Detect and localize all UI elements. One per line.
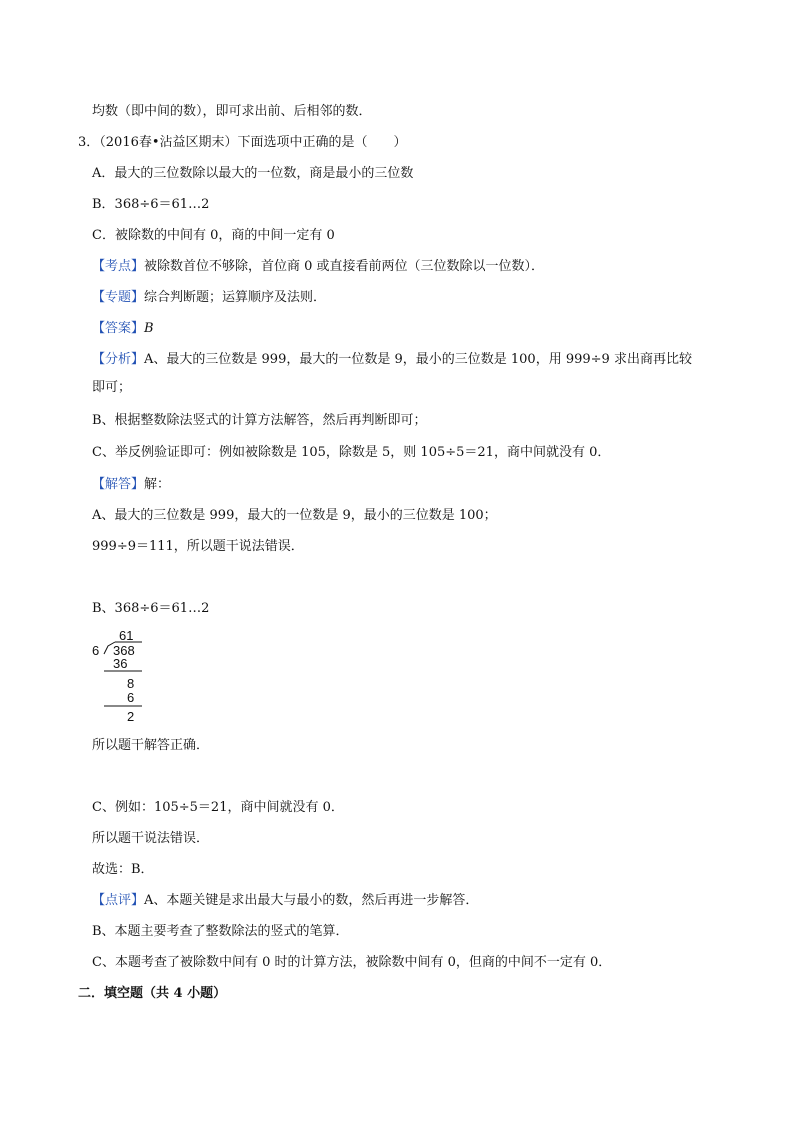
answer-text: B (144, 321, 154, 336)
kaodian-line (92, 258, 544, 276)
jieda-a-2: 999÷9＝111，所以题干说法错误． (92, 539, 304, 554)
jieda-b-2: 所以题干解答正确． (92, 738, 210, 753)
zhuanti-line (92, 289, 326, 307)
divisor: 6 (92, 643, 100, 658)
option-c: C．被除数的中间有 0，商的中间一定有 0 (92, 228, 335, 243)
dividend: 368 (113, 643, 135, 658)
jieda-line (92, 476, 170, 494)
fenxi-line-2: 即可； (92, 380, 132, 395)
jieda-b-1: B、368÷6＝61…2 (92, 601, 210, 616)
zhuanti-tag: 【专题】 (92, 290, 145, 305)
kaodian-text: 被除数首位不够除，首位商 0 或直接看前两位（三位数除以一位数）． (144, 259, 545, 274)
answer-line (92, 320, 154, 338)
step-8: 8 (127, 676, 135, 691)
jieda-c-2: 所以题干说法错误． (92, 831, 210, 846)
remainder: 2 (127, 709, 135, 724)
section-title: 二．填空题（共 4 小题） (78, 986, 227, 1001)
jieda-c-1: C、例如：105÷5＝21，商中间就没有 0． (92, 800, 344, 815)
answer-tag: 【答案】 (92, 321, 145, 336)
dianping-line (92, 892, 478, 910)
jieda-choice: 故选：B． (92, 862, 154, 877)
jieda-a-1: A、最大的三位数是 999，最大的一位数是 9，最小的三位数是 100； (92, 508, 497, 523)
fenxi-tag: 【分析】 (92, 352, 145, 367)
step-6: 6 (127, 690, 135, 705)
fenxi-line-1 (92, 351, 692, 369)
fenxi-line-b: B、根据整数除法竖式的计算方法解答，然后再判断即可； (92, 413, 427, 428)
fenxi-text-1: A、最大的三位数是 999，最大的一位数是 9，最小的三位数是 100，用 999÷9 求出商再比较 (144, 352, 692, 367)
dianping-b: B、本题主要考查了整数除法的竖式的笔算． (92, 924, 349, 939)
kaodian-tag: 【考点】 (92, 259, 145, 274)
zhuanti-text: 综合判断题；运算顺序及法则． (144, 290, 327, 305)
question-3-stem: 3．（2016春•沾益区期末）下面选项中正确的是（ ） (78, 135, 407, 150)
option-b: B．368÷6＝61…2 (92, 197, 210, 212)
step-36: 36 (113, 656, 128, 671)
text-line: 均数（即中间的数），即可求出前、后相邻的数． (92, 104, 372, 119)
dianping-a: A、本题关键是求出最大与最小的数，然后再进一步解答． (144, 893, 479, 908)
jieda-text: 解： (144, 477, 171, 492)
dianping-c: C、本题考查了被除数中间有 0 时的计算方法，被除数中间有 0，但商的中间不一定有 0． (92, 955, 612, 970)
dianping-tag: 【点评】 (92, 893, 145, 908)
long-division (90, 626, 150, 726)
fenxi-line-c: C、举反例验证即可：例如被除数是 105，除数是 5，则 105÷5＝21，商中间就没有 0． (92, 445, 611, 460)
jieda-tag: 【解答】 (92, 477, 145, 492)
option-a: A．最大的三位数除以最大的一位数，商是最小的三位数 (92, 166, 414, 181)
quotient: 61 (119, 628, 134, 643)
